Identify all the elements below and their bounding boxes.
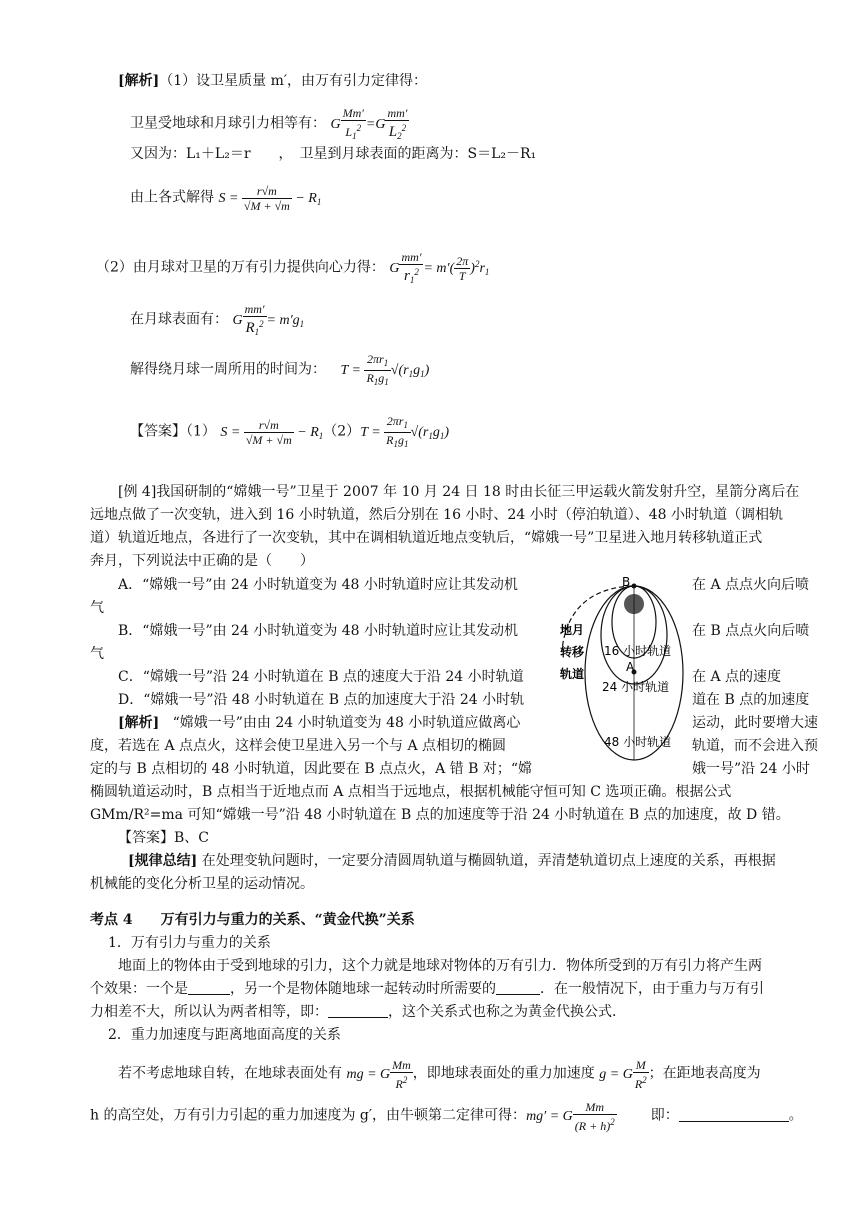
kaodian-p4-a: 若不考虑地球自转，在地球表面处有 (118, 1065, 342, 1082)
example-analysis-5: GMm/R²=ma 可知“嫦娥一号”沿 48 小时轨道在 B 点的加速度等于沿 24 小时轨道在 B 点的加速度，故 D 错。 (90, 807, 790, 823)
option-d-right: 道在 B 点的加速度 (692, 692, 810, 708)
label-b: B (622, 575, 631, 589)
kaodian-p5-a: h 的高空处，万有引力引起的重力加速度为 g′，由牛顿第二定律可得： (90, 1107, 527, 1124)
blank-golden-formula[interactable] (328, 1003, 388, 1018)
example-analysis-label: [解析] (118, 715, 160, 731)
kaodian-sub-2: 2．重力加速度与距离地面高度的关系 (108, 1027, 341, 1043)
example-analysis-2: 度，若选在 A 点点火，这样会使卫星进入另一个与 A 点相切的椭圆 (90, 738, 507, 754)
example-para-2: 远地点做了一次变轨，进入到 16 小时轨道，然后分别在 16 小时、24 小时（停泊轨道）、48 小时轨道（调相轨 (90, 507, 783, 523)
option-a-right: 在 A 点点火向后喷 (692, 577, 810, 593)
option-d: D．“嫦娥一号”沿 48 小时轨道在 B 点的加速度大于沿 24 小时轨 (118, 692, 525, 708)
example-para-4: 奔月，下列说法中正确的是（ ） (90, 553, 314, 569)
analysis-line-6 (130, 302, 304, 339)
analysis-text-2: 卫星受地球和月球引力相等有： (130, 115, 326, 132)
kaodian-p2-c: ．在一般情况下，由于重力与万有引 (540, 981, 764, 997)
analysis-line-3: 又因为：L₁＋L₂＝r ， 卫星到月球表面的距离为：S＝L₂－R₁ (130, 146, 537, 162)
transfer-orbit (562, 586, 632, 650)
option-b: B．“嫦娥一号”由 24 小时轨道变为 48 小时轨道时应让其发动机 (118, 623, 519, 639)
analysis-label: [解析] (118, 73, 160, 89)
blank-g-prime[interactable] (679, 1107, 789, 1122)
option-b-cont: 气 (90, 646, 104, 662)
label-orbit-24: 24 小时轨道 (602, 680, 670, 694)
kaodian-p3 (90, 1002, 626, 1022)
formula-period: T = $\frac{2\pi r_1}{R_1g_1}$ $√(r_1g_1)$ (340, 352, 430, 387)
kaodian-sub-1: 1．万有引力与重力的关系 (108, 935, 271, 951)
formula-moon-surface: G $\frac{mm'}{R_1^2}$ = $m'g_1$ (232, 302, 305, 337)
label-transfer-3: 轨道 (560, 667, 585, 681)
example-analysis-1-right: 运动，此时要增大速 (692, 715, 818, 731)
kaodian-p2 (90, 979, 764, 999)
kaodian-title: 考点 4 万有引力与重力的关系、“黄金代换”关系 (90, 912, 415, 928)
analysis-line-4 (130, 184, 321, 213)
kaodian-p5 (90, 1100, 803, 1133)
summary-text-1: 在处理变轨问题时，一定要分清圆周轨道与椭圆轨道，弄清楚轨道切点上速度的关系，再根据 (197, 853, 776, 869)
summary-line-2: 机械能的变化分析卫星的运动情况。 (90, 876, 314, 892)
answer-formula-2: T = $\frac{2\pi r_1}{R_1g_1}$ $√(r_1g_1)$ (360, 414, 449, 449)
kaodian-p3-a: 力相差不大，所以认为两者相等，即： (90, 1004, 328, 1020)
analysis-text-4: 由上各式解得 (130, 189, 214, 206)
analysis-text-7: 解得绕月球一周所用的时间为： (130, 361, 326, 378)
analysis-line-2 (130, 106, 409, 143)
formula-centripetal: G $\frac{mm'}{r_1^2}$ = m′( $\frac{2\pi}{T}$ )$^2r_1$ (389, 250, 490, 285)
kaodian-p4 (118, 1058, 761, 1091)
formula-distance: S = $\frac{r√m}{√M + √m}$ − $R_1$ (218, 184, 322, 213)
label-transfer-2: 转移 (560, 645, 585, 659)
example-analysis-3-right: 娥一号”沿 24 小时 (692, 761, 810, 777)
example-analysis-1 (118, 713, 520, 733)
analysis-line-1 (118, 71, 427, 91)
formula-g: g = G $\frac{M}{R^2}$ (599, 1058, 647, 1091)
answer-formula-1: S = $\frac{r√m}{√M + √m}$ − $R_1$ (220, 418, 324, 447)
blank-effect-1[interactable] (188, 980, 230, 995)
example-analysis-3: 定的与 B 点相切的 48 小时轨道，因此要在 B 点点火，A 错 B 对；“嫦 (90, 761, 532, 777)
kaodian-p5-c: 。 (788, 1107, 803, 1124)
kaodian-p4-b: ，即地球表面处的重力加速度 (412, 1065, 595, 1082)
example-answer: 【答案】B、C (118, 830, 209, 846)
label-orbit-16: 16 小时轨道 (604, 644, 672, 658)
example-para-3: 道）轨道近地点，各进行了一次变轨，其中在调相轨道近地点变轨后，“嫦娥一号”卫星进入地月转移轨道正式 (90, 530, 763, 546)
example-analysis-2-right: 轨道，而不会进入预 (692, 738, 818, 754)
example-analysis-text-1: “嫦娥一号”由由 24 小时轨道变为 48 小时轨道应做离心 (172, 715, 521, 731)
option-a: A．“嫦娥一号”由 24 小时轨道变为 48 小时轨道时应让其发动机 (118, 577, 518, 593)
answer-label-2: （2） (323, 423, 361, 440)
formula-height-gravity: mg′ = G $\frac{Mm}{(R + h)^2}$ (526, 1100, 615, 1133)
analysis-text-1: （1）设卫星质量 m′，由万有引力定律得： (159, 73, 428, 89)
orbit-diagram (548, 572, 692, 772)
example-analysis-4: 椭圆轨道运动时，B 点相当于近地点而 A 点相当于远地点，根据机械能守恒可知 C 选项正确。根据公式 (90, 784, 732, 800)
label-transfer-1: 地月 (560, 623, 585, 637)
formula-equal-gravity: G $\frac{Mm'}{L_1^2}$ =G $\frac{mm'}{L_2^2}$ (330, 106, 408, 141)
option-c: C．“嫦娥一号”沿 24 小时轨道在 B 点的速度大于沿 24 小时轨道 (118, 669, 524, 685)
point-b-marker (632, 584, 637, 589)
answer-label: 【答案】（1） (130, 423, 216, 440)
kaodian-p3-b: ，这个关系式也称之为黄金代换公式． (388, 1004, 626, 1020)
analysis-text-6: 在月球表面有： (130, 311, 228, 328)
analysis-text-5: （2）由月球对卫星的万有引力提供向心力得： (96, 259, 385, 276)
summary-line-1 (128, 851, 776, 871)
kaodian-p5-b: 即： (650, 1107, 679, 1124)
formula-surface-gravity: mg = G $\frac{Mm}{R^2}$ (346, 1058, 411, 1091)
label-a: A (626, 660, 635, 674)
analysis-line-5 (96, 250, 489, 287)
label-orbit-48: 48 小时轨道 (604, 735, 672, 749)
option-b-right: 在 B 点点火向后喷 (692, 623, 810, 639)
kaodian-p1: 地面上的物体由于受到地球的引力，这个力就是地球对物体的万有引力．物体所受到的万有引力将产生两 (118, 958, 762, 974)
kaodian-p4-c: ；在距地表高度为 (648, 1065, 761, 1082)
analysis-answer (130, 414, 449, 451)
option-a-cont: 气 (90, 600, 104, 616)
kaodian-p2-a: 个效果：一个是 (90, 981, 188, 997)
kaodian-p2-b: ，另一个是物体随地球一起转动时所需要的 (230, 981, 496, 997)
option-c-right: 在 A 点的速度 (692, 669, 782, 685)
summary-label: [规律总结] (128, 853, 198, 869)
example-para-1: [例 4]我国研制的“嫦娥一号”卫星于 2007 年 10 月 24 日 18 时由长征三甲运载火箭发射升空，星箭分离后在 (118, 484, 800, 500)
blank-effect-2[interactable] (496, 980, 540, 995)
analysis-line-7 (130, 352, 429, 389)
